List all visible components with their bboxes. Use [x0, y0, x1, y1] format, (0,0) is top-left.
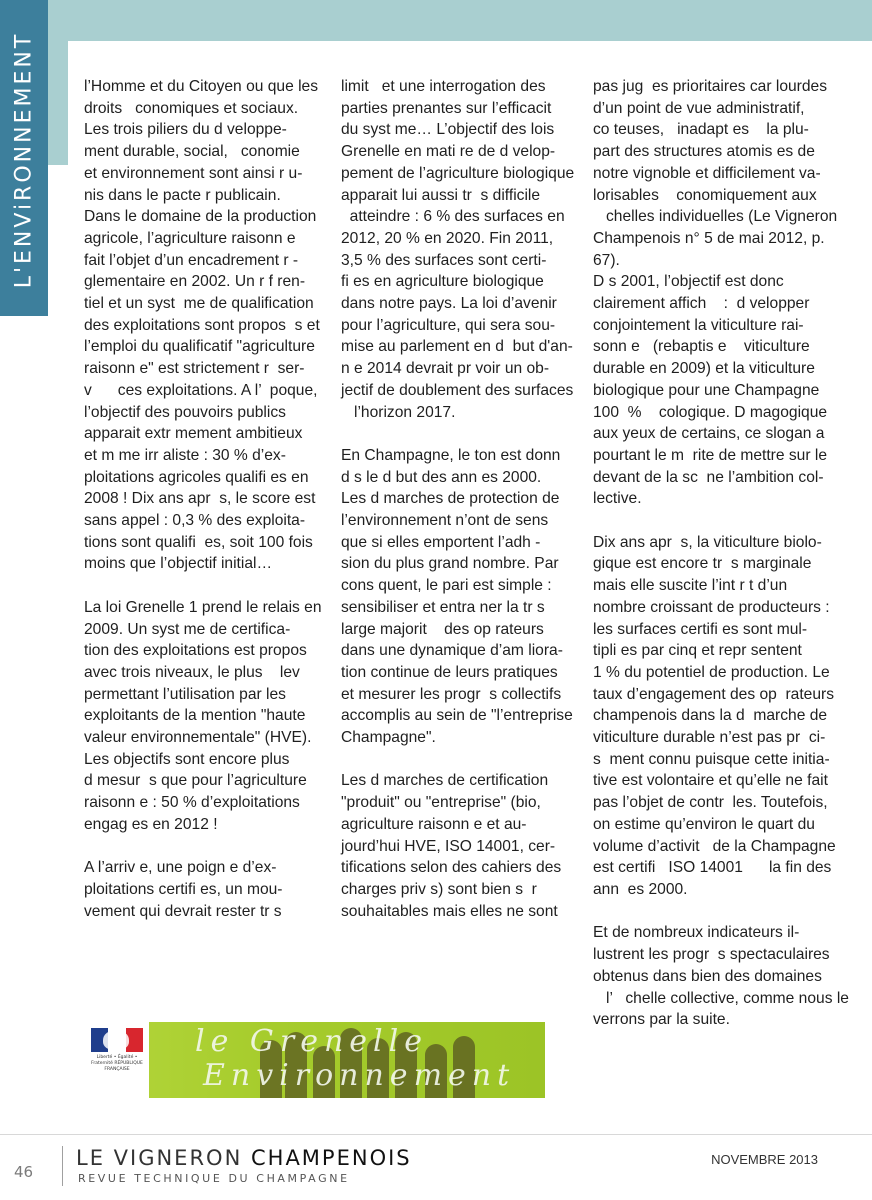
text-line: pourtant le m rite de mettre sur le [593, 446, 828, 464]
text-line: limit et une interrogation des [341, 78, 546, 95]
magazine-title-left: LE VIGNERON [76, 1146, 243, 1170]
text-line: conjointement la viticulture rai- [593, 316, 804, 334]
text-line: durable en 2009) et la viticulture [593, 360, 815, 378]
paragraph-gap [84, 575, 306, 597]
text-line: glementaire en 2002. Un r f ren- [84, 273, 306, 291]
text-line: on estime qu’environ le quart du [593, 815, 815, 833]
text-line: d mesur s que pour l’agriculture [84, 772, 307, 790]
text-line: l’horizon 2017. [341, 403, 456, 421]
text-line: gique est encore tr s marginale [593, 555, 812, 573]
text-line: champenois dans la d marche de [593, 707, 828, 725]
text-line: pement de l’agriculture biologique [341, 164, 575, 182]
text-line: Les d marches de protection de [341, 490, 560, 508]
text-line: A l’arriv e, une poign e d’ex- [84, 859, 277, 877]
text-line: large majorit des op rateurs [341, 620, 544, 638]
paragraph-gap [593, 901, 815, 923]
text-line: sans appel : 0,3 % des exploita- [84, 512, 306, 530]
text-line: Dix ans apr s, la viticulture biolo- [593, 533, 822, 551]
text-line: 67). [593, 251, 620, 269]
text-line: ploitations certifi es, un mou- [84, 880, 283, 898]
text-line: pour l’agriculture, qui sera sou- [341, 316, 556, 334]
text-line: Champenois n° 5 de mai 2012, p. [593, 229, 825, 247]
text-line: tive est volontaire et qu’elle ne fait [593, 772, 828, 790]
text-line: En Champagne, le ton est donn [341, 446, 561, 464]
text-line: 3,5 % des surfaces sont certi- [341, 251, 547, 269]
text-column-3 [593, 76, 849, 1031]
text-line: accomplis au sein de "l’entreprise [341, 707, 573, 725]
text-line: taux d’engagement des op rateurs [593, 685, 834, 703]
text-line: nombre croissant de producteurs : [593, 598, 830, 616]
text-line: droits conomiques et sociaux. [84, 99, 299, 117]
text-line: agriculture raisonn e et au- [341, 815, 527, 833]
text-line: valeur environnementale" (HVE). [84, 729, 312, 747]
text-line: moins que l’objectif initial… [84, 555, 273, 573]
text-line: engag es en 2012 ! [84, 815, 218, 833]
banner-title: le Grenelle [195, 1024, 428, 1059]
text-line: et m me irr aliste : 30 % d’ex- [84, 446, 286, 464]
text-line: du syst me… L’objectif des lois [341, 121, 555, 139]
text-line: sensibiliser et entra ner la tr s [341, 598, 545, 616]
text-line: Dans le domaine de la production [84, 208, 317, 226]
paragraph-gap [84, 836, 306, 858]
text-line: volume d’activit de la Champagne [593, 837, 836, 855]
republique-francaise-logo [85, 1022, 149, 1098]
text-line: apparait extr mement ambitieux [84, 425, 303, 443]
text-line: Champagne". [341, 729, 436, 747]
magazine-title [76, 1146, 412, 1170]
text-line: dans notre pays. La loi d’avenir [341, 295, 557, 313]
text-line: lorisables conomiquement aux [593, 186, 817, 204]
text-line: Grenelle en mati re de d velop- [341, 143, 556, 161]
text-line: lustrent les progr s spectaculaires [593, 946, 830, 964]
text-line: co teuses, inadapt es la plu- [593, 121, 809, 139]
text-line: tion des exploitations est propos [84, 642, 307, 660]
text-line: tion continue de leurs pratiques [341, 663, 558, 681]
paragraph-gap [341, 749, 563, 771]
text-line: 2009. Un syst me de certifica- [84, 620, 291, 638]
grenelle-banner [85, 1022, 545, 1098]
text-line: n e 2014 devrait pr voir un ob- [341, 360, 550, 378]
text-line: notre vignoble et difficilement va- [593, 164, 821, 182]
text-line: pas jug es prioritaires car lourdes [593, 78, 828, 95]
text-line: D s 2001, l’objectif est donc [593, 273, 784, 291]
flag-caption: Liberté • Égalité • Fraternité RÉPUBLIQUE FRANÇAISE [91, 1055, 143, 1072]
text-line: sion du plus grand nombre. Par [341, 555, 559, 573]
text-line: Les trois piliers du d veloppe- [84, 121, 287, 139]
header-color-band [68, 0, 872, 41]
magazine-title-right: CHAMPENOIS [250, 1146, 412, 1170]
text-line: 100 % cologique. D magogique [593, 403, 828, 421]
text-line: l’Homme et du Citoyen ou que les [84, 78, 319, 95]
text-line: part des structures atomis es de [593, 143, 815, 161]
text-line: apparait lui aussi tr s difficile [341, 186, 541, 204]
text-line: obtenus dans bien des domaines [593, 967, 822, 985]
paragraph-gap [341, 423, 563, 445]
text-line: nis dans le pacte r publicain. [84, 186, 281, 204]
text-line: dans une dynamique d’am liora- [341, 642, 563, 660]
text-line: 2012, 20 % en 2020. Fin 2011, [341, 229, 554, 247]
text-line: parties prenantes sur l’efficacit [341, 99, 552, 117]
text-line: La loi Grenelle 1 prend le relais en [84, 598, 322, 616]
text-line: l’objectif des pouvoirs publics [84, 403, 286, 421]
section-label: L'ENViRONNEMENT [11, 31, 37, 289]
magazine-tagline: REVUE TECHNIQUE DU CHAMPAGNE [78, 1172, 350, 1185]
text-line: mais elle suscite l’int r t d’un [593, 577, 788, 595]
text-line: "produit" ou "entreprise" (bio, [341, 794, 541, 812]
text-line: d’un point de vue administratif, [593, 99, 805, 117]
text-line: lective. [593, 490, 642, 508]
text-line: Et de nombreux indicateurs il- [593, 924, 800, 942]
text-line: sonn e (rebaptis e viticulture [593, 338, 810, 356]
footer-separator [62, 1146, 63, 1186]
text-line: et environnement sont ainsi r u- [84, 164, 303, 182]
text-line: jourd’hui HVE, ISO 14001, cer- [341, 837, 556, 855]
page-number: 46 [14, 1163, 34, 1181]
text-line: Les objectifs sont encore plus [84, 750, 290, 768]
text-line: tiel et un syst me de qualification [84, 295, 314, 313]
text-line: raisonn e : 50 % d’exploitations [84, 794, 300, 812]
text-line: tipli es par cinq et repr sentent [593, 642, 802, 660]
text-line: 2008 ! Dix ans apr s, le score est [84, 490, 316, 508]
text-line: devant de la sc ne l’ambition col- [593, 468, 824, 486]
text-line: l’ chelle collective, comme nous le [593, 989, 849, 1007]
text-line: pas l’objet de contr les. Toutefois, [593, 794, 828, 812]
section-tab-light [48, 0, 68, 165]
text-line: charges priv s) sont bien s r [341, 880, 537, 898]
text-line: s ment connu puisque cette initia- [593, 750, 830, 768]
text-line: fait l’objet d’un encadrement r - [84, 251, 299, 269]
text-line: ploitations agricoles qualifi es en [84, 468, 309, 486]
text-line: avec trois niveaux, le plus lev [84, 663, 300, 681]
text-column-1 [84, 76, 322, 922]
text-line: que si elles emportent l’adh - [341, 533, 541, 551]
text-line: jectif de doublement des surfaces [341, 381, 574, 399]
issue-date: NOVEMBRE 2013 [711, 1152, 818, 1167]
text-line: aux yeux de certains, ce slogan a [593, 425, 825, 443]
text-line: d s le d but des ann es 2000. [341, 468, 542, 486]
text-line: vement qui devrait rester tr s [84, 902, 282, 920]
text-line: ment durable, social, conomie [84, 143, 300, 161]
text-line: les surfaces certifi es sont mul- [593, 620, 808, 638]
text-line: et mesurer les progr s collectifs [341, 685, 562, 703]
footer-divider [0, 1134, 872, 1135]
text-line: tifications selon des cahiers des [341, 859, 562, 877]
text-line: l’environnement n’ont de sens [341, 512, 549, 530]
text-line: des exploitations sont propos s et [84, 316, 320, 334]
text-line: permettant l’utilisation par les [84, 685, 286, 703]
text-line: verrons par la suite. [593, 1011, 730, 1029]
text-column-2 [341, 76, 575, 922]
text-line: raisonn e" est strictement r ser- [84, 360, 305, 378]
text-line: 1 % du potentiel de production. Le [593, 663, 830, 681]
text-line: tions sont qualifi es, soit 100 fois [84, 533, 313, 551]
banner-subtitle: Environnement [203, 1058, 516, 1093]
text-line: clairement affich : d velopper [593, 295, 810, 313]
text-line: chelles individuelles (Le Vigneron [593, 208, 838, 226]
text-line: agricole, l’agriculture raisonn e [84, 229, 296, 247]
text-line: exploitants de la mention "haute [84, 707, 306, 725]
paragraph-gap [593, 510, 815, 532]
marianne-icon [103, 1030, 129, 1050]
text-line: v ces exploitations. A l’ poque, [84, 381, 318, 399]
text-line: fi es en agriculture biologique [341, 273, 544, 291]
text-line: biologique pour une Champagne [593, 381, 820, 399]
text-line: cons quent, le pari est simple : [341, 577, 552, 595]
text-line: Les d marches de certification [341, 772, 549, 790]
text-line: viticulture durable n’est pas pr ci- [593, 729, 826, 747]
text-line: mise au parlement en d but d'an- [341, 338, 573, 356]
text-line: souhaitables mais elles ne sont [341, 902, 558, 920]
text-line: atteindre : 6 % des surfaces en [341, 208, 565, 226]
section-tab [0, 0, 48, 316]
text-line: ann es 2000. [593, 881, 688, 898]
text-line: l’emploi du qualificatif "agriculture [84, 338, 315, 356]
text-line: est certifi ISO 14001 la fin des [593, 859, 832, 877]
